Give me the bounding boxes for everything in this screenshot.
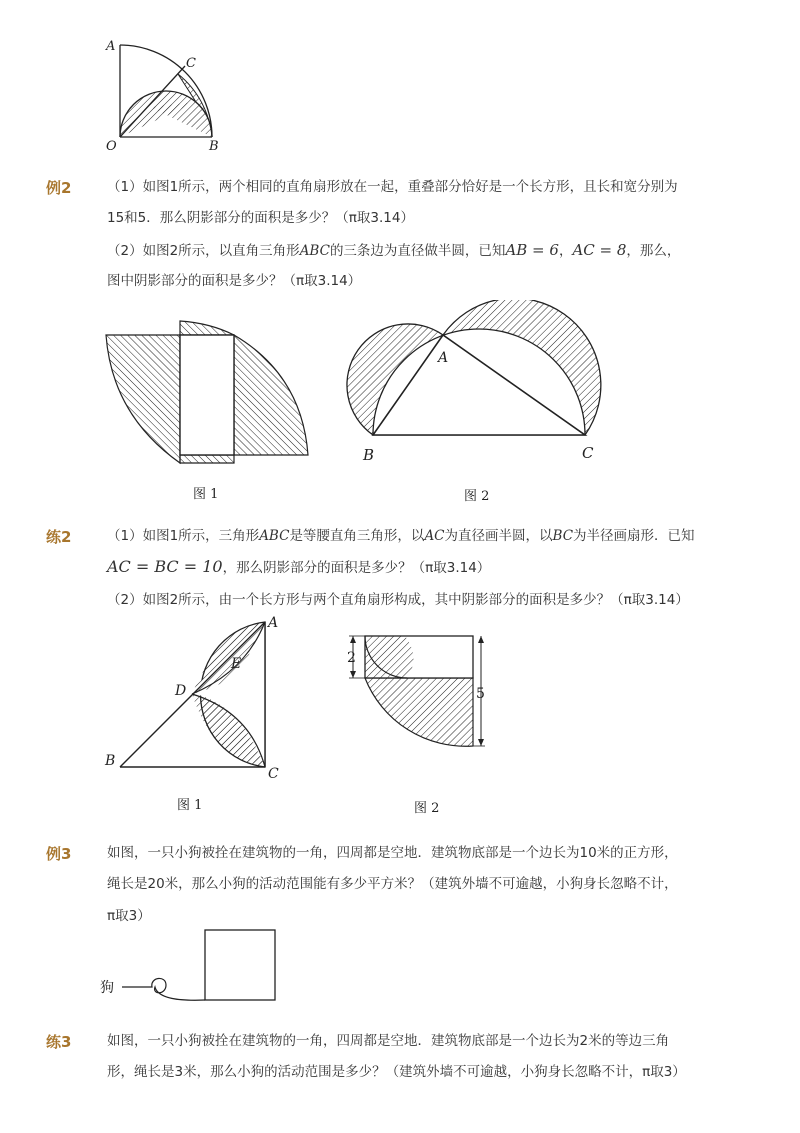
pr2-text-b: 是等腰直角三角形，以 bbox=[289, 528, 425, 544]
ex2-fig1 bbox=[100, 315, 315, 470]
ex2-p2-line2: 图中阴影部分的面积是多少？（π取3.14） bbox=[107, 273, 362, 289]
pr2-fig1-label-B: B bbox=[105, 753, 116, 769]
pr2-fig2-dim5: 5 bbox=[476, 686, 485, 702]
pr2-fig2-dim2: 2 bbox=[347, 650, 356, 666]
label-A: A bbox=[106, 39, 116, 54]
ex3-line3: π取3） bbox=[107, 908, 151, 924]
pr2-fig2 bbox=[345, 628, 505, 758]
ex2-p2-ab: AB = 6 bbox=[505, 241, 559, 259]
pr3-line1: 如图，一只小狗被拴在建筑物的一角，四周都是空地．建筑物底部是一个边长为2米的等边三角 bbox=[107, 1033, 670, 1049]
ex2-p2-text-c: ，那么， bbox=[626, 243, 681, 259]
ex3-line1: 如图，一只小狗被拴在建筑物的一角，四周都是空地．建筑物底部是一个边长为10米的正方形， bbox=[107, 845, 678, 861]
ex3-line2: 绳长是20米，那么小狗的活动范围能有多少平方米？（建筑外墙不可逾越，小狗身长忽略不计， bbox=[107, 876, 678, 892]
ex2-label: 例2 bbox=[46, 179, 72, 197]
ex2-p2-ac: AC = 8 bbox=[572, 241, 627, 259]
pr2-fig2-caption: 图 2 bbox=[414, 801, 440, 816]
ex2-p2-abc: ABC bbox=[299, 243, 330, 259]
label-C: C bbox=[186, 56, 196, 71]
pr2-text-c: 为直径画半圆，以 bbox=[444, 528, 553, 544]
ex2-fig2 bbox=[335, 300, 615, 470]
pr2-fig1 bbox=[100, 612, 300, 792]
ex2-p2-text-a: （2）如图2所示，以直角三角形 bbox=[107, 243, 300, 259]
pr3-label: 练3 bbox=[46, 1033, 72, 1051]
label-O: O bbox=[106, 139, 117, 154]
fig2-label-C: C bbox=[582, 444, 594, 462]
ex2-p2-sep: ， bbox=[558, 243, 573, 259]
pr2-fig1-label-E: E bbox=[231, 656, 242, 672]
pr2-fig1-label-A: A bbox=[268, 615, 279, 631]
pr2-bc: BC bbox=[552, 528, 574, 544]
pr2-text-a: （1）如图1所示，三角形 bbox=[107, 528, 260, 544]
label-B: B bbox=[209, 139, 219, 154]
ex2-fig1-caption: 图 1 bbox=[193, 487, 219, 502]
ex3-figure bbox=[100, 925, 290, 1007]
pr2-formula: AC = BC = 10 bbox=[107, 557, 223, 576]
ex2-p1-line1: （1）如图1所示，两个相同的直角扇形放在一起，重叠部分恰好是一个长方形，且长和宽分别为 bbox=[107, 179, 678, 195]
ex2-fig2-caption: 图 2 bbox=[464, 489, 490, 504]
pr2-p1-line2 bbox=[107, 558, 490, 577]
ex3-label: 例3 bbox=[46, 845, 72, 863]
fig2-label-B: B bbox=[363, 446, 375, 464]
ex2-p2-text-b: 的三条边为直径做半圆，已知 bbox=[329, 243, 506, 259]
pr2-abc: ABC bbox=[259, 528, 290, 544]
dog-label: 狗 bbox=[100, 980, 114, 996]
pr2-fig1-caption: 图 1 bbox=[177, 798, 203, 813]
pr2-text-d: 为半径画扇形．已知 bbox=[573, 528, 695, 544]
pr2-line2-rest: ，那么阴影部分的面积是多少？（π取3.14） bbox=[222, 560, 491, 576]
pr2-p2-line1: （2）如图2所示，由一个长方形与两个直角扇形构成，其中阴影部分的面积是多少？（π取3.14） bbox=[107, 592, 689, 608]
ex2-p1-line2: 15和5．那么阴影部分的面积是多少？（π取3.14） bbox=[107, 210, 414, 226]
pr2-ac: AC bbox=[424, 528, 445, 544]
fig2-label-A: A bbox=[438, 350, 449, 366]
top-figure bbox=[0, 0, 260, 160]
ex2-p2-line1 bbox=[107, 241, 680, 260]
pr2-fig1-label-D: D bbox=[175, 683, 187, 699]
pr2-p1-line1 bbox=[107, 527, 695, 545]
pr2-label: 练2 bbox=[46, 528, 72, 546]
pr3-line2: 形，绳长是3米，那么小狗的活动范围是多少？（建筑外墙不可逾越，小狗身长忽略不计，π取3） bbox=[107, 1064, 686, 1080]
pr2-fig1-label-C: C bbox=[268, 766, 279, 782]
